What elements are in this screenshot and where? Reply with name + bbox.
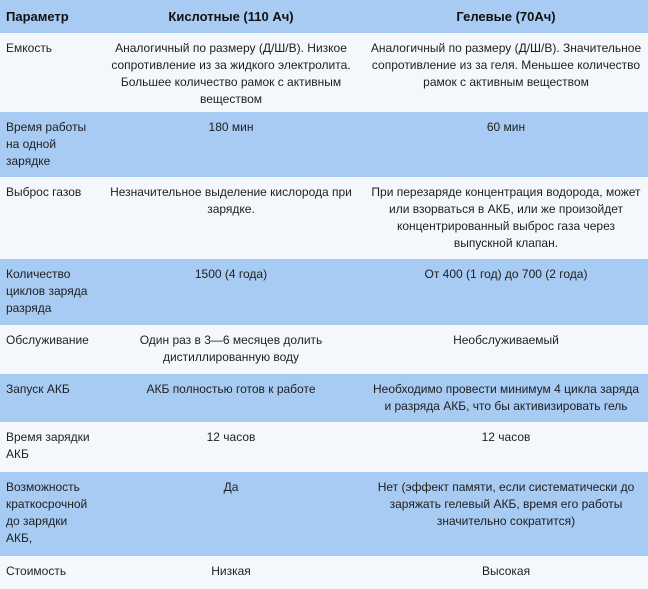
param-cell: Стоимость	[0, 556, 98, 589]
gel-cell: 12 часов	[364, 422, 648, 472]
acid-cell: Низкая	[98, 556, 364, 589]
header-param: Параметр	[0, 0, 98, 33]
acid-cell: Аналогичный по размеру (Д/Ш/В). Низкое сопротивление из за жидкого электролита. Большее количество рамок с активным веществом	[98, 33, 364, 112]
gel-cell: Необходимо провести минимум 4 цикла заряда и разряда АКБ, что бы активизировать гель	[364, 374, 648, 422]
gel-cell: 60 мин	[364, 112, 648, 177]
acid-cell: 180 мин	[98, 112, 364, 177]
table-header-row	[0, 0, 648, 33]
gel-cell: Нет (эффект памяти, если систематически до заряжать гелевый АКБ, время его работы значительно сократится)	[364, 472, 648, 556]
table-row	[0, 556, 648, 589]
table-row	[0, 422, 648, 472]
table-row	[0, 177, 648, 259]
acid-cell: Да	[98, 472, 364, 556]
gel-cell: При перезаряде концентрация водорода, может или взорваться в АКБ, или же произойдет концентрированный выброс газа через выпускной клапан.	[364, 177, 648, 259]
table-row	[0, 33, 648, 112]
table-row	[0, 325, 648, 374]
param-cell: Время работы на одной зарядке	[0, 112, 98, 177]
acid-cell: 1500 (4 года)	[98, 259, 364, 325]
header-acid: Кислотные (110 Ач)	[98, 0, 364, 33]
param-cell: Возможность краткосрочной до зарядки АКБ,	[0, 472, 98, 556]
param-cell: Запуск АКБ	[0, 374, 98, 422]
table-row	[0, 374, 648, 422]
table-row	[0, 112, 648, 177]
param-cell: Обслуживание	[0, 325, 98, 374]
table-row	[0, 472, 648, 556]
gel-cell: Аналогичный по размеру (Д/Ш/В). Значительное сопротивление из за геля. Меньшее количество рамок с активным веществом	[364, 33, 648, 112]
param-cell: Количество циклов заряда разряда	[0, 259, 98, 325]
acid-cell: 12 часов	[98, 422, 364, 472]
param-cell: Емкость	[0, 33, 98, 112]
acid-cell: АКБ полностью готов к работе	[98, 374, 364, 422]
gel-cell: Высокая	[364, 556, 648, 589]
param-cell: Выброс газов	[0, 177, 98, 259]
gel-cell: От 400 (1 год) до 700 (2 года)	[364, 259, 648, 325]
header-gel: Гелевые (70Ач)	[364, 0, 648, 33]
acid-cell: Незначительное выделение кислорода при зарядке.	[98, 177, 364, 259]
gel-cell: Необслуживаемый	[364, 325, 648, 374]
acid-cell: Один раз в 3—6 месяцев долить дистиллированную воду	[98, 325, 364, 374]
table-row	[0, 259, 648, 325]
param-cell: Время зарядки АКБ	[0, 422, 98, 472]
